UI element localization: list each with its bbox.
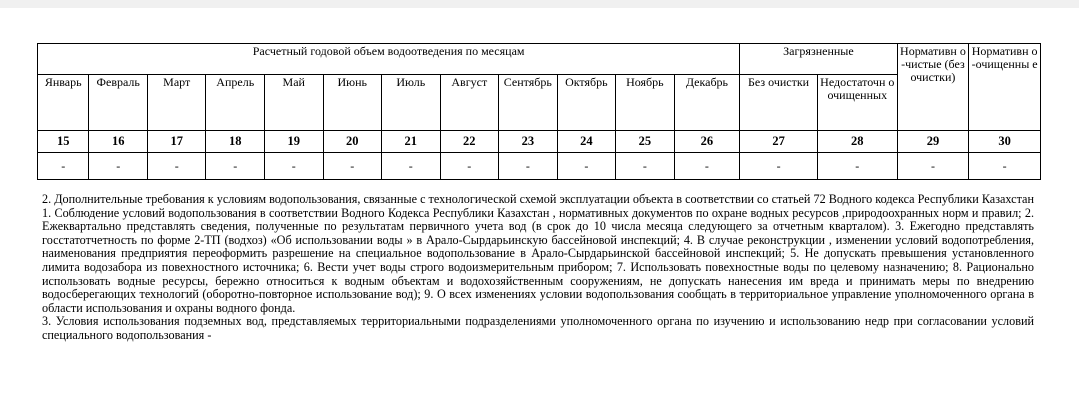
month-header: Октябрь	[557, 75, 616, 131]
month-header: Апрель	[206, 75, 265, 131]
column-number: 24	[557, 131, 616, 153]
column-number: 19	[265, 131, 324, 153]
column-number: 29	[897, 131, 969, 153]
column-number: 18	[206, 131, 265, 153]
table-row	[38, 153, 1041, 180]
header-polluted: Загрязненные	[740, 44, 897, 75]
value-cell: -	[897, 153, 969, 180]
value-cell: -	[89, 153, 148, 180]
header-normative-clean: Нормативн о-чистые (без очистки)	[897, 44, 969, 131]
column-number: 26	[674, 131, 740, 153]
water-discharge-table	[37, 43, 1041, 180]
month-header: Июнь	[323, 75, 382, 131]
month-header: Март	[147, 75, 206, 131]
month-header: Декабрь	[674, 75, 740, 131]
value-cell: -	[265, 153, 324, 180]
column-number: 27	[740, 131, 818, 153]
requirements-text	[42, 193, 1034, 343]
polluted-subheader: Недостаточн о очищенных	[817, 75, 897, 131]
column-number: 20	[323, 131, 382, 153]
month-header: Январь	[38, 75, 89, 131]
column-number: 16	[89, 131, 148, 153]
month-header: Сентябрь	[499, 75, 558, 131]
header-normative-treated: Нормативн о -очищенны е	[969, 44, 1041, 131]
value-cell: -	[674, 153, 740, 180]
column-number: 22	[440, 131, 499, 153]
column-number: 23	[499, 131, 558, 153]
column-number: 21	[382, 131, 441, 153]
paragraph-groundwater-conditions: 3. Условия использования подземных вод, представляемых территориальными подразделениями уполномоченного органа по изучению и использованию недр при согласовании условий специального водопользования -	[42, 314, 1034, 342]
column-number-row	[38, 131, 1041, 153]
column-number: 25	[616, 131, 675, 153]
value-cell: -	[382, 153, 441, 180]
polluted-subheader: Без очистки	[740, 75, 818, 131]
paragraph-additional-requirements: 2. Дополнительные требования к условиям водопользования, связанные с технологической схемой эксплуатации объекта в соответствии со статьей 72 Водного кодекса Республики Казахстан 1. Соблюдение условий водопользования в соответствии Водного Кодекса Республики Казахстан , нормативных документов по охране водных ресурсов ,природоохранных норм и правил; 2. Ежеквартально представлять сведения, полученные по результатам первичного учета вод (в срок до 10 числа месяца следующего за отчетным кварталом). 3. Ежегодно представлять госстатотчетность по форме 2-ТП (водхоз) «Об использовании воды » в Арало-Сырдарьинскую бассейновой инспекций; 4. В случае реконструкции , изменении условий водопотребления, наименования предприятия переоформить разрешение на специальное водопользование в Арало-Сырдарьинской бассейновой инспекций; 5. Не допускать превышения установленного лимита водозабора из повехностного источника; 6. Вести учет воды строго водоизмерительным прибором; 7. Использовать повехностные воды по целевому назначению; 8. Рационально использовать водные ресурсы, бережно относиться к водным объектам и водохозяйственным сооружениям, не допускать нанесения им вреда и принимать меры по внедрению водосберегающих технологий (оборотно-повторное использование вод); 9. О всех изменениях условии водопользования сообщать в территориальное управление уполномоченного органа в области использования и охраны водного фонда.	[42, 192, 1034, 315]
value-cell: -	[969, 153, 1041, 180]
column-number: 17	[147, 131, 206, 153]
column-number: 30	[969, 131, 1041, 153]
value-cell: -	[817, 153, 897, 180]
column-number: 15	[38, 131, 89, 153]
value-cell: -	[38, 153, 89, 180]
value-cell: -	[499, 153, 558, 180]
month-header: Ноябрь	[616, 75, 675, 131]
header-monthly-volume: Расчетный годовой объем водоотведения по месяцам	[38, 44, 740, 75]
top-bar	[0, 0, 1079, 8]
month-header: Июль	[382, 75, 441, 131]
month-header: Август	[440, 75, 499, 131]
table-header-row	[38, 44, 1041, 75]
column-number: 28	[817, 131, 897, 153]
month-header: Февраль	[89, 75, 148, 131]
value-cell: -	[323, 153, 382, 180]
table-subheader-row	[38, 75, 1041, 131]
month-header: Май	[265, 75, 324, 131]
value-cell: -	[440, 153, 499, 180]
value-cell: -	[740, 153, 818, 180]
value-cell: -	[147, 153, 206, 180]
value-cell: -	[206, 153, 265, 180]
value-cell: -	[616, 153, 675, 180]
value-cell: -	[557, 153, 616, 180]
